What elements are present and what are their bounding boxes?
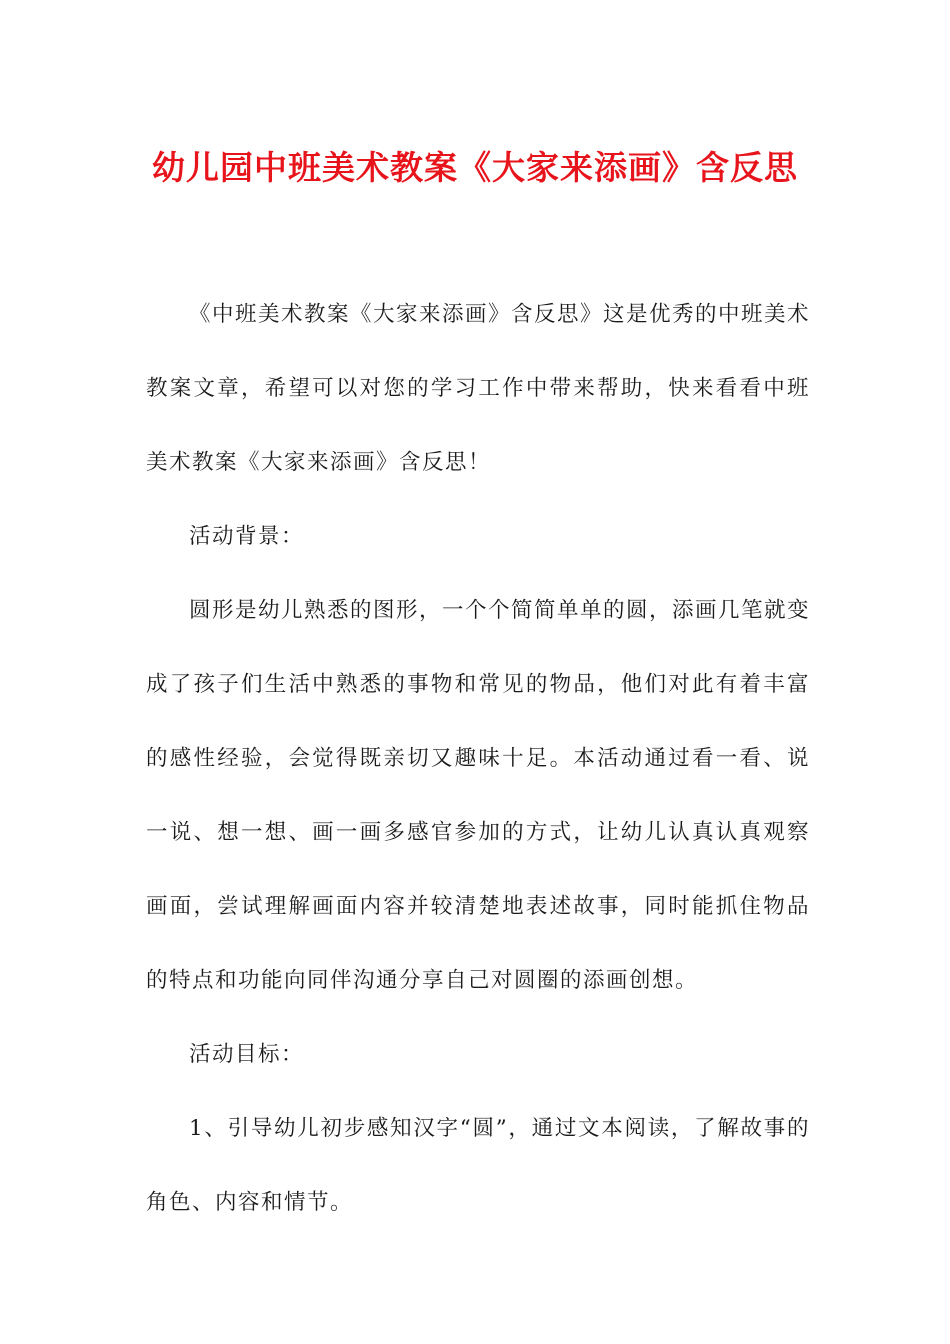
section-heading-goals: 活动目标： [189,1042,305,1067]
document-title: 幼儿园中班美术教案《大家来添画》含反思 [152,148,798,187]
background-paragraph: 圆形是幼儿熟悉的图形，一个个简简单单的圆，添画几笔就变成了孩子们生活中熟悉的事物和常见的物品，他们对此有着丰富的感性经验，会觉得既亲切又趣味十足。本活动通过看一看、说一说、想一想、画一画多感官参加的方式，让幼儿认真认真观察画面，尝试理解画面内容并较清楚地表述故事，同时能抓住物品的特点和功能向同伴沟通分享自己对圆圈的添画创想。 [146,598,811,993]
intro-paragraph: 《中班美术教案《大家来添画》含反思》这是优秀的中班美术教案文章，希望可以对您的学习工作中带来帮助，快来看看中班美术教案《大家来添画》含反思！ [146,302,811,475]
document-body [146,278,810,1240]
section-heading-background: 活动背景： [189,524,305,549]
goal-item-1: 1、引导幼儿初步感知汉字“圆”，通过文本阅读，了解故事的角色、内容和情节。 [146,1116,810,1215]
